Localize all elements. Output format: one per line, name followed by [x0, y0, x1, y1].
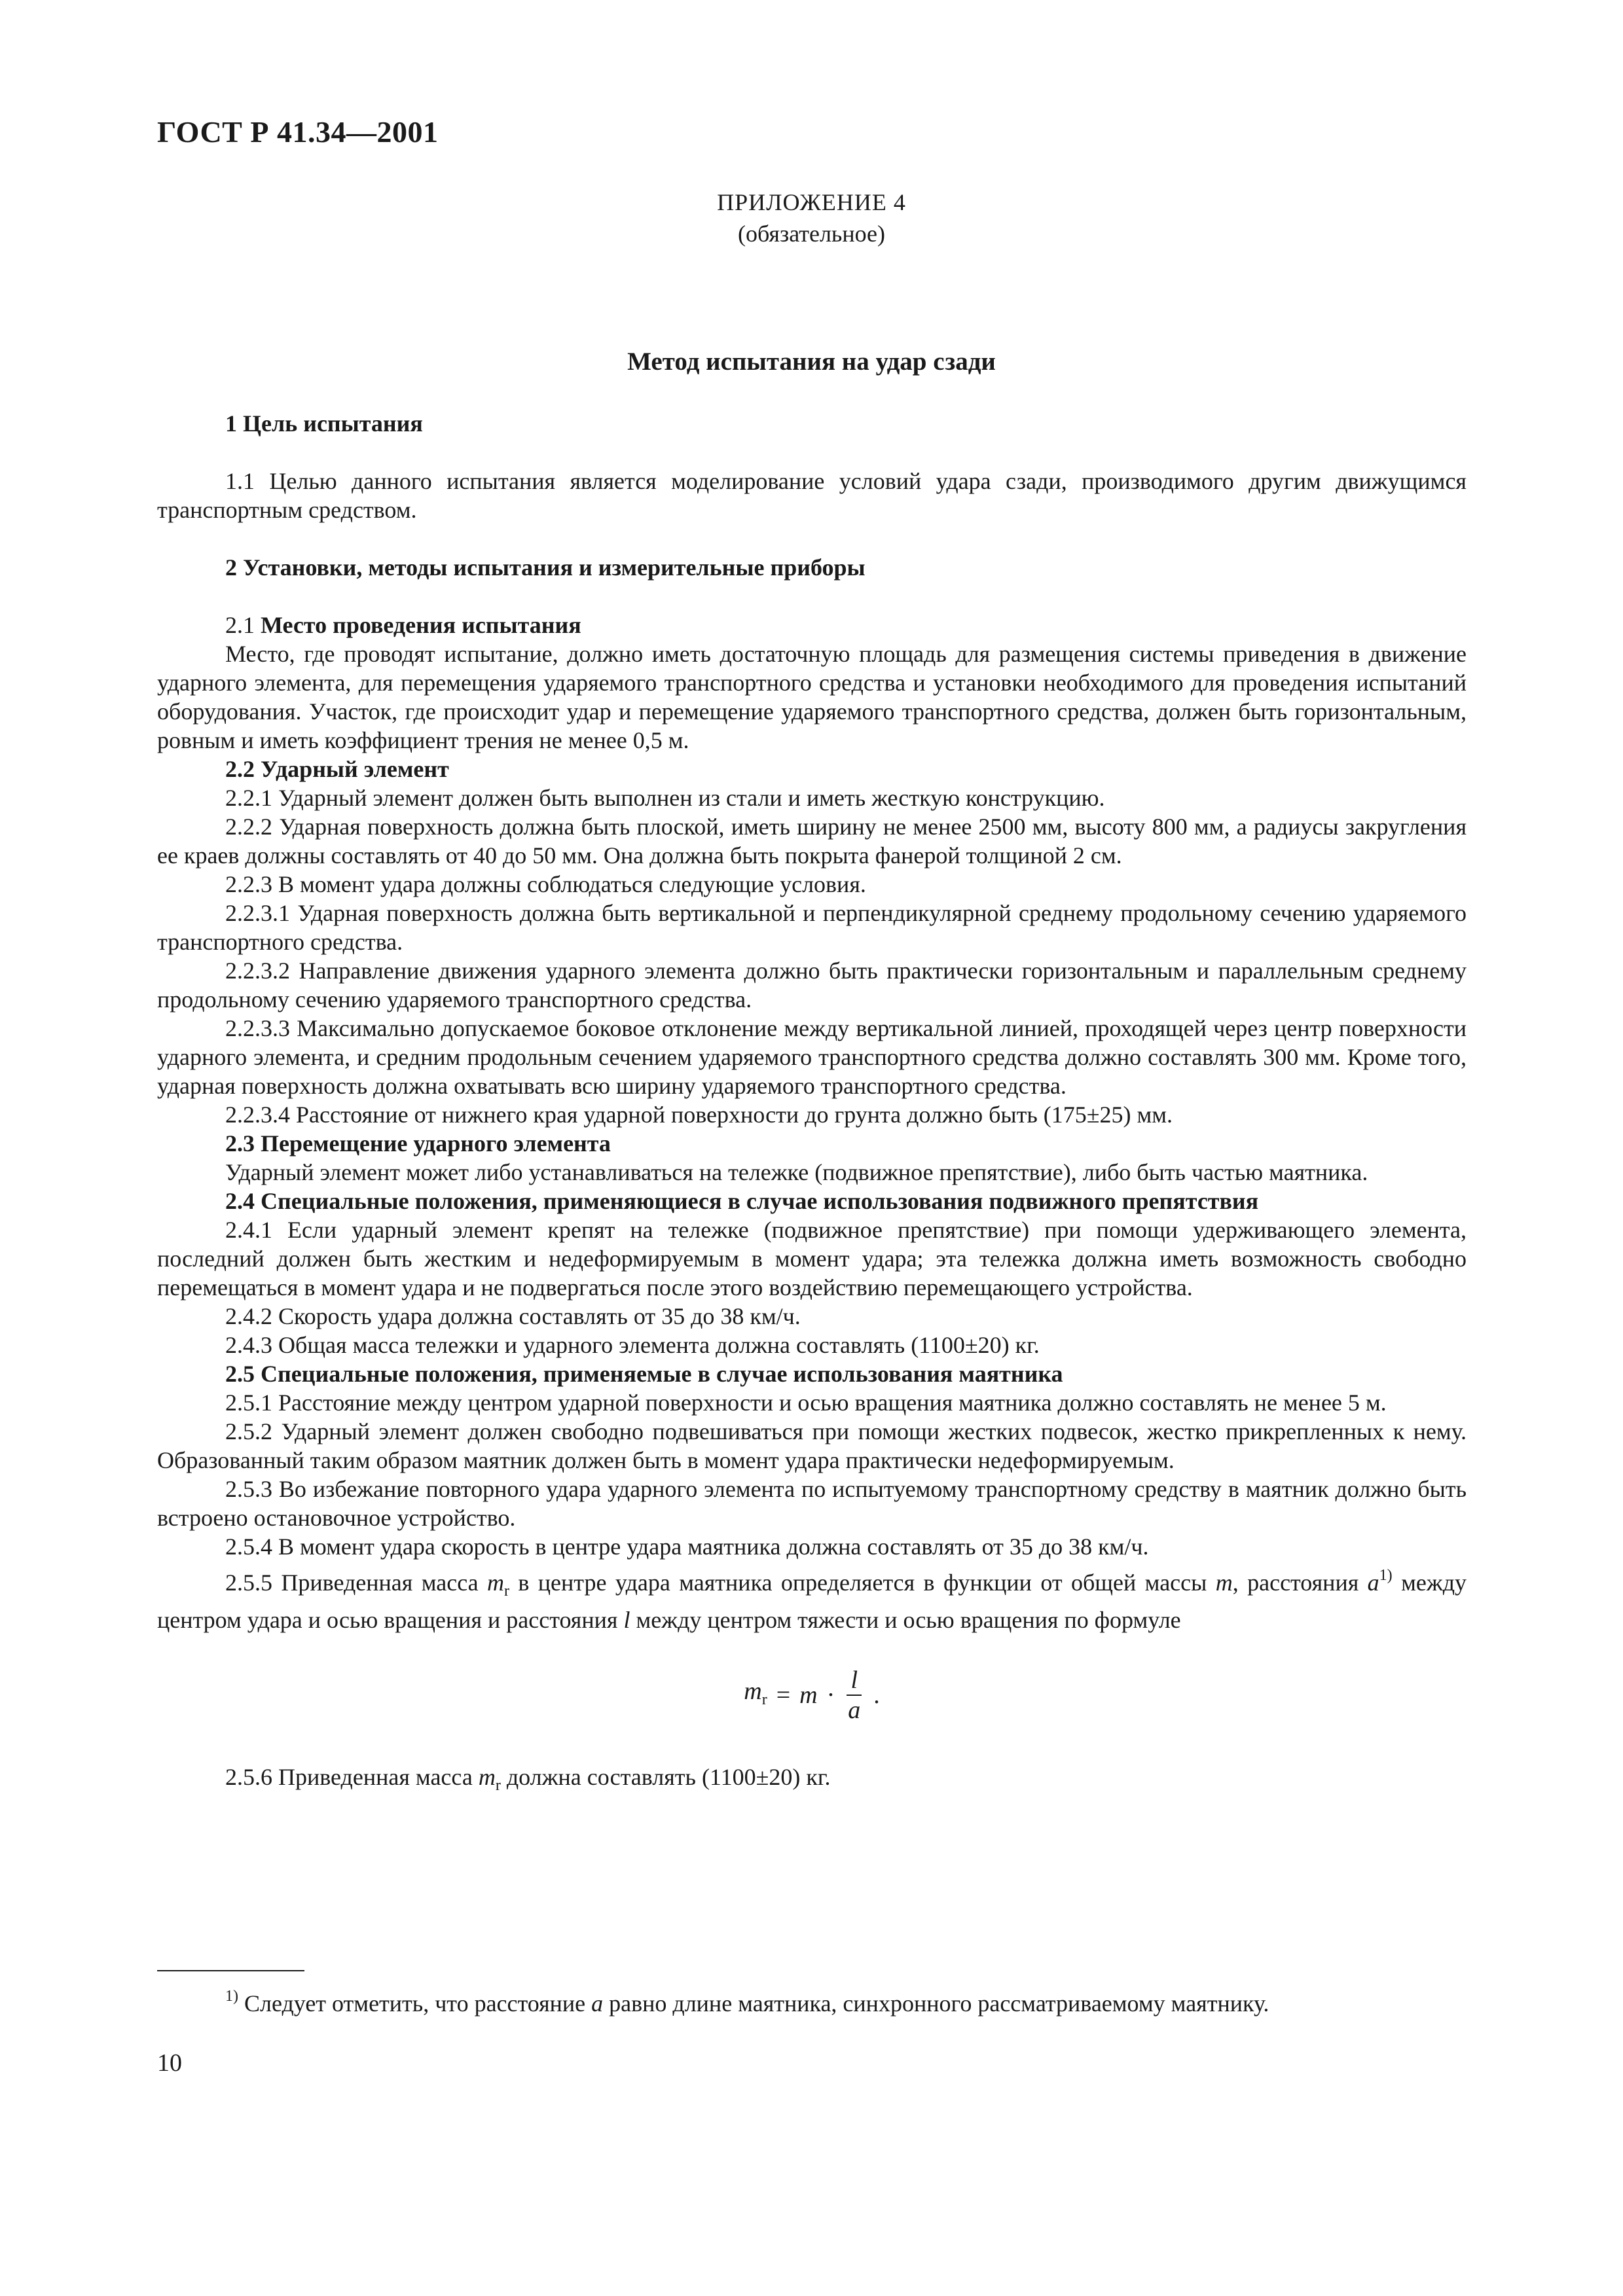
- paragraph-2-5-5-text: , расстояния: [1232, 1570, 1368, 1596]
- footnote-mark: 1): [225, 1988, 238, 2005]
- paragraph-2-5-5-text: 2.5.5 Приведенная масса: [225, 1570, 487, 1596]
- symbol-subscript-r: r: [504, 1583, 509, 1600]
- paragraph-2-2-1: 2.2.1 Ударный элемент должен быть выполнен из стали и иметь жесткую конструкцию.: [225, 785, 1105, 811]
- formula-equals: =: [776, 1681, 791, 1709]
- paragraph-2-5-6-text: должна составлять (1100±20) кг.: [500, 1764, 831, 1790]
- section-1-heading: 1 Цель испытания: [225, 410, 423, 437]
- section-2-heading: 2 Установки, методы испытания и измерительные приборы: [225, 554, 866, 581]
- paragraph-2-5-1: 2.5.1 Расстояние между центром ударной поверхности и осью вращения маятника должно составлять не менее 5 м.: [225, 1390, 1387, 1416]
- page-number: 10: [157, 2049, 182, 2077]
- paragraph-2-5-5-text: между центром тяжести и осью вращения по формуле: [630, 1607, 1181, 1633]
- paragraph-2-2-3-1: 2.2.3.1 Ударная поверхность должна быть вертикальной и перпендикулярной среднему продольному сечению ударяемого транспортного средства.: [157, 900, 1467, 955]
- paragraph-2-2-2: 2.2.2 Ударная поверхность должна быть плоской, иметь ширину не менее 2500 мм, высоту 800 мм, а радиусы закругления ее краев должны составлять от 40 до 50 мм. Она должна быть покрыта фанерой толщиной 2 см.: [157, 814, 1467, 869]
- document-body: [157, 409, 1467, 1800]
- footnote: [157, 1982, 1467, 2018]
- reduced-mass-symbol: [487, 1570, 509, 1600]
- symbol-m: m: [799, 1681, 818, 1709]
- paragraph-2-1-number: 2.1: [225, 612, 255, 638]
- symbol-m: m: [744, 1677, 762, 1705]
- footnote-divider: [157, 1970, 304, 1971]
- paragraph-2-4-1: 2.4.1 Если ударный элемент крепят на тележке (подвижное препятствие) при помощи удерживающего элемента, последний должен быть жестким и недеформируемым в момент удара; эта тележка должна иметь возможность свободно перемещаться в момент удара и не подвергаться после этого воздействию перемещающего устройства.: [157, 1217, 1467, 1300]
- paragraph-2-3: Ударный элемент может либо устанавливаться на тележке (подвижное препятствие), либо быть частью маятника.: [225, 1159, 1368, 1185]
- paragraph-2-2-3-3: 2.2.3.3 Максимально допускаемое боковое отклонение между вертикальной линией, проходящей через центр поверхности ударного элемента, и средним продольным сечением ударяемого транспортного средства должно составлять 300 мм. Кроме того, ударная поверхность должна охватывать всю ширину ударяемого транспортного средства.: [157, 1015, 1467, 1099]
- formula-multiply: ·: [826, 1681, 835, 1709]
- footnote-text: равно длине маятника, синхронного рассматриваемому маятнику.: [603, 1990, 1269, 2017]
- symbol-subscript-r: r: [761, 1691, 767, 1708]
- symbol-a: a: [1367, 1570, 1379, 1596]
- reduced-mass-symbol: [478, 1764, 501, 1794]
- paragraph-2-3-heading: 2.3 Перемещение ударного элемента: [225, 1130, 611, 1157]
- paragraph-2-2-3-4: 2.2.3.4 Расстояние от нижнего края ударной поверхности до грунта должно быть (175±25) мм.: [225, 1102, 1173, 1128]
- paragraph-2-5-2: 2.5.2 Ударный элемент должен свободно подвешиваться при помощи жестких подвесок, жестко прикрепленных к нему. Образованный таким образом маятник должен быть в момент удара практически недеформируемым.: [157, 1418, 1467, 1473]
- symbol-subscript-r: r: [495, 1777, 501, 1794]
- paragraph-2-4-3: 2.4.3 Общая масса тележки и ударного элемента должна составлять (1100±20) кг.: [225, 1332, 1040, 1358]
- footnote-text: Следует отметить, что расстояние: [238, 1990, 592, 2017]
- symbol-m: m: [487, 1570, 504, 1596]
- paragraph-2-1-title: Место проведения испытания: [261, 612, 581, 638]
- symbol-m: m: [478, 1764, 496, 1790]
- document-title: Метод испытания на удар сзади: [627, 348, 996, 376]
- paragraph-2-5-4: 2.5.4 В момент удара скорость в центре удара маятника должна составлять от 35 до 38 км/ч.: [225, 1534, 1149, 1560]
- fraction-numerator: l: [847, 1666, 862, 1696]
- formula-lhs: [744, 1677, 767, 1714]
- paragraph-2-5-heading: 2.5 Специальные положения, применяемые в случае использования маятника: [225, 1361, 1063, 1387]
- annex-title: ПРИЛОЖЕНИЕ 4: [717, 189, 906, 215]
- symbol-l: l: [623, 1607, 630, 1633]
- paragraph-1-1: 1.1 Целью данного испытания является моделирование условий удара сзади, производимого другим движущимся транспортным средством.: [157, 468, 1467, 523]
- paragraph-2-5-5: [157, 1561, 1467, 1634]
- formula-fraction: [844, 1666, 864, 1725]
- reduced-mass-formula: [157, 1666, 1467, 1725]
- paragraph-2-2-3: 2.2.3 В момент удара должны соблюдаться следующие условия.: [225, 871, 866, 897]
- symbol-a: a: [591, 1990, 604, 2017]
- paragraph-2-1: Место, где проводят испытание, должно иметь достаточную площадь для размещения системы приведения в движение ударного элемента, для перемещения ударяемого транспортного средства и установки необходимого для проведения испытаний оборудования. Участок, где происходит удар и перемещение ударяемого транспортного средства, должен быть горизонтальным, ровным и иметь коэффициент трения не менее 0,5 м.: [157, 641, 1467, 753]
- footnote-reference: 1): [1379, 1567, 1393, 1584]
- paragraph-2-5-6: [157, 1763, 1467, 1800]
- fraction-denominator: a: [848, 1696, 861, 1724]
- paragraph-2-5-6-text: 2.5.6 Приведенная масса: [225, 1764, 479, 1790]
- paragraph-2-2-heading: 2.2 Ударный элемент: [225, 756, 449, 782]
- paragraph-2-1-heading: [157, 611, 1467, 639]
- paragraph-2-4-heading: 2.4 Специальные положения, применяющиеся в случае использования подвижного препятствия: [225, 1188, 1259, 1214]
- paragraph-2-5-5-text: между центром удара и осью вращения и расстояния: [157, 1570, 1467, 1633]
- annex-subtitle: (обязательное): [738, 221, 885, 247]
- symbol-m: m: [1215, 1570, 1233, 1596]
- formula-period: .: [873, 1681, 880, 1709]
- paragraph-2-4-2: 2.4.2 Скорость удара должна составлять от 35 до 38 км/ч.: [225, 1303, 801, 1329]
- paragraph-2-5-5-text: в центре удара маятника определяется в функции от общей массы: [509, 1570, 1216, 1596]
- standard-code: ГОСТ Р 41.34—2001: [157, 115, 439, 149]
- paragraph-2-2-3-2: 2.2.3.2 Направление движения ударного элемента должно быть практически горизонтальным и параллельным среднему продольному сечению ударяемого транспортного средства.: [157, 958, 1467, 1013]
- paragraph-2-5-3: 2.5.3 Во избежание повторного удара ударного элемента по испытуемому транспортному средству в маятник должно быть встроено остановочное устройство.: [157, 1476, 1467, 1531]
